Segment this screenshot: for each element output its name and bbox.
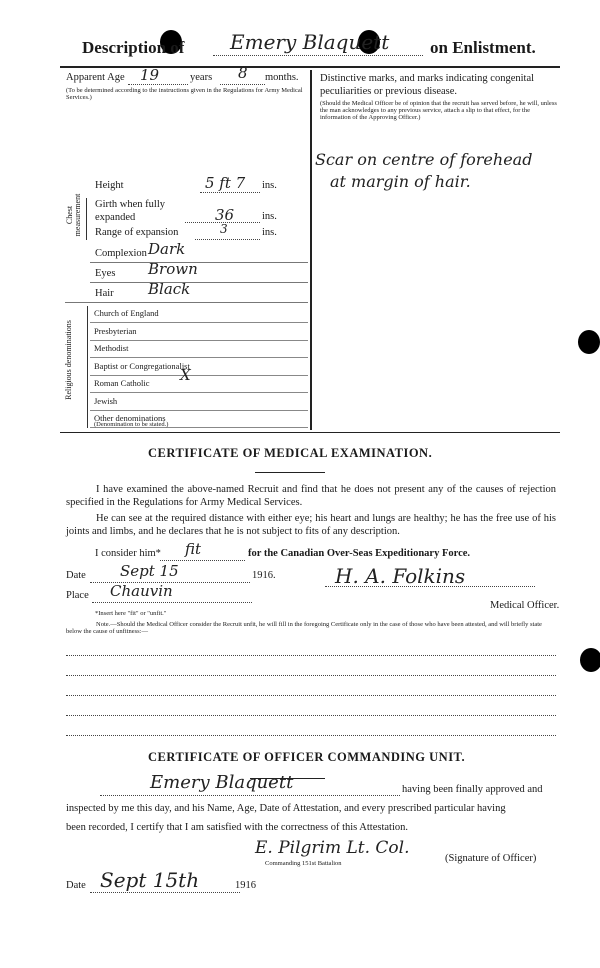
commanding-year: 1916 (235, 880, 256, 891)
age-years: 19 (140, 66, 160, 84)
height-label: Height (95, 180, 124, 191)
marks-note: (Should the Medical Officer be of opinion that the recruit has served before, he will, unless the man acknowledges to any previous service, attach a slip to that effect, for the information of the Approving Officer.) (320, 100, 557, 121)
age-dots (128, 84, 188, 85)
commanding-signature: E. Pilgrim Lt. Col. (255, 838, 410, 858)
religion-item: Church of England (94, 308, 159, 318)
insert-note: *Insert here "fit" or "unfit." (95, 610, 167, 617)
hair-label: Hair (95, 288, 114, 299)
divider (60, 432, 560, 433)
medical-date-label: Date (66, 570, 86, 581)
note-line (66, 695, 556, 696)
place-dots (92, 602, 252, 603)
girth-label: Girth when fully expanded (95, 199, 165, 223)
medical-note: Note.—Should the Medical Officer consider the Recruit unfit, he will fill in the foregoing Certificate only in the case of those who have been attested, and will briefly state below the cause of unfitness:— (66, 621, 542, 635)
girth-unit: ins. (262, 211, 277, 222)
note-line (66, 735, 556, 736)
range-unit: ins. (262, 227, 277, 238)
title (82, 38, 184, 58)
commanding-sig-sub: Commanding 151st Battalion (265, 860, 342, 867)
range-value: 3 (220, 222, 228, 236)
range-label: Range of expansion (95, 227, 179, 238)
note-line (66, 655, 556, 656)
commanding-text2: inspected by me this day, and his Name, Age, Date of Attestation, and every prescribed particular having (66, 803, 506, 814)
note-line (66, 675, 556, 676)
consider-dots (160, 560, 245, 561)
height-value: 5 ft 7 (205, 174, 246, 192)
medical-officer-label: Medical Officer. (490, 600, 560, 611)
punch-hole (580, 648, 600, 672)
height-unit: ins. (262, 180, 277, 191)
name-dots (213, 55, 423, 56)
medical-para1: I have examined the above-named Recruit and find that he does not present any of the causes of rejection specified in the Regulations for Army Medical Services. (66, 484, 556, 508)
divider (60, 66, 560, 68)
name-dots (100, 795, 400, 796)
consider-value: fit (185, 540, 202, 558)
commanding-text1: having been finally approved and (402, 784, 543, 795)
chest-label: Chest measurement (65, 193, 82, 237)
range-dots (195, 239, 260, 240)
medical-year: 1916. (252, 570, 276, 581)
eyes-value: Brown (148, 260, 198, 278)
place-value: Chauvin (110, 582, 173, 600)
age-months: 8 (238, 64, 248, 82)
row-line (90, 410, 308, 411)
row-line (90, 322, 308, 323)
girth-value: 36 (215, 206, 235, 224)
religion-mark: X (180, 366, 191, 384)
signature-label: (Signature of Officer) (445, 853, 537, 864)
religion-item: Methodist (94, 343, 129, 353)
row-line (90, 282, 308, 283)
commanding-heading: CERTIFICATE OF OFFICER COMMANDING UNIT. (148, 750, 466, 764)
chest-bracket (86, 198, 92, 240)
marks-value-1: Scar on centre of forehead (315, 150, 533, 169)
eyes-label: Eyes (95, 268, 116, 279)
place-label: Place (66, 590, 89, 601)
column-divider (310, 70, 312, 430)
height-dots (200, 192, 260, 193)
religion-item: Jewish (94, 395, 118, 406)
complexion-label: Complexion (95, 248, 147, 259)
commanding-name: Emery Blaquett (150, 772, 294, 793)
row-line (65, 302, 308, 303)
months-label: months. (265, 72, 299, 83)
religion-item: Presbyterian (94, 325, 137, 336)
consider-suffix: for the Canadian Over-Seas Expeditionary Force. (248, 548, 471, 559)
commanding-date-value: Sept 15th (100, 868, 200, 892)
age-note: (To be determined according to the instructions given in the Regulations for Army Medical Services.) (66, 87, 303, 101)
recruit-name: Emery Blaquett (230, 30, 390, 54)
medical-date-value: Sept 15 (120, 562, 179, 580)
hair-value: Black (148, 280, 191, 298)
title-suffix: on Enlistment. (430, 38, 536, 57)
other-note: (Denomination to be stated.) (94, 421, 169, 428)
religion-item: Roman Catholic (94, 378, 150, 388)
row-line (90, 392, 308, 393)
religion-item: Other denominations (94, 413, 166, 423)
months-dots (220, 84, 265, 85)
date-dots (90, 892, 240, 893)
marks-value-2: at margin of hair. (330, 172, 471, 191)
marks-label: Distinctive marks, and marks indicating congenital peculiarities or previous disease. (320, 73, 535, 97)
medical-heading: CERTIFICATE OF MEDICAL EXAMINATION. (148, 446, 433, 460)
religion-label: Religious denominations (64, 320, 73, 400)
commanding-text3: been recorded, I certify that I am satisfied with the correctness of this Attestation. (66, 822, 409, 833)
medical-signature: H. A. Folkins (335, 564, 466, 588)
punch-hole (578, 330, 600, 354)
row-line (90, 262, 308, 263)
complexion-value: Dark (148, 240, 186, 258)
title-prefix: Description of (82, 38, 185, 57)
age-label: Apparent Age (66, 72, 125, 83)
consider-label: I consider him* (95, 548, 161, 559)
note-line (66, 715, 556, 716)
row-line (90, 375, 308, 376)
religion-item: Baptist or Congregationalist (94, 360, 190, 371)
row-line (90, 340, 308, 341)
row-line (90, 357, 308, 358)
commanding-date-label: Date (66, 880, 86, 891)
divider (255, 472, 325, 473)
years-label: years (190, 72, 213, 83)
medical-para2: He can see at the required distance with either eye; his heart and lungs are healthy; he has the free use of his joints and limbs, and he declares that he is not subject to fits of any description. (66, 513, 556, 537)
